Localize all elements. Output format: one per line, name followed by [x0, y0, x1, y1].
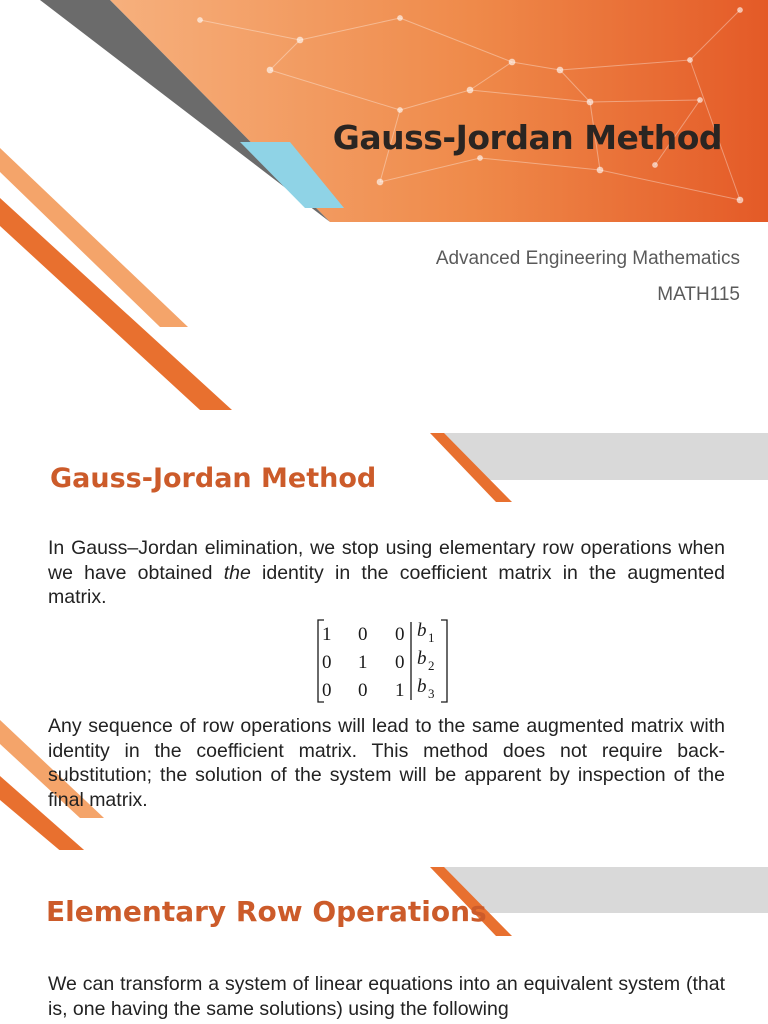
intro-emphasis: the: [223, 561, 251, 584]
matrix-cell: 1: [395, 680, 405, 701]
intro-paragraph: We can transform a system of linear equations into an equivalent system (that is, one having the same solutions) using the following: [48, 973, 725, 1020]
orange-stripe-dark: [0, 198, 232, 410]
subtitle: Advanced Engineering Mathematics: [435, 248, 740, 269]
rhs-subscript-2: 2: [428, 658, 435, 673]
matrix-cell: 1: [322, 624, 332, 645]
rhs-subscript-3: 3: [428, 686, 435, 701]
matrix-cell: 1: [358, 652, 368, 673]
matrix-cell: 0: [358, 680, 368, 701]
title-slide: [0, 0, 768, 420]
gray-header-bar: [443, 867, 768, 913]
matrix-cell: 0: [395, 652, 405, 673]
title-slide-decoration: [0, 0, 768, 420]
intro-text-start: In Gauss–Jordan elimination, we stop using elementary row operations when we have obtained: [48, 537, 725, 584]
intro-paragraph: [48, 536, 725, 610]
slide-title: Elementary Row Operations: [46, 895, 487, 928]
presentation-title: Gauss-Jordan Method: [332, 118, 722, 157]
matrix-cell: 0: [395, 624, 405, 645]
rhs-b3: b: [417, 676, 427, 697]
content-slide-row-operations: [0, 850, 768, 1024]
right-bracket: [441, 620, 447, 702]
slide-title: Gauss-Jordan Method: [50, 463, 377, 494]
rhs-b1: b: [417, 620, 427, 641]
rhs-b2: b: [417, 648, 427, 669]
explanation-paragraph: Any sequence of row operations will lead to the same augmented matrix with identity in the coefficient matrix. This method does not require back-substitution; the solution of the system will be apparent by inspection of the final matrix.: [48, 715, 725, 811]
content-slide-gauss-jordan: [0, 420, 768, 850]
rhs-subscript-1: 1: [428, 630, 435, 645]
matrix-cell: 0: [358, 624, 368, 645]
course-code: MATH115: [657, 284, 740, 305]
gray-header-bar: [443, 433, 768, 480]
intro-text-end: identity in the coefficient matrix in the augmented matrix.: [48, 561, 725, 608]
augmented-matrix: [300, 616, 460, 706]
matrix-cell: 0: [322, 680, 332, 701]
matrix-cell: 0: [322, 652, 332, 673]
